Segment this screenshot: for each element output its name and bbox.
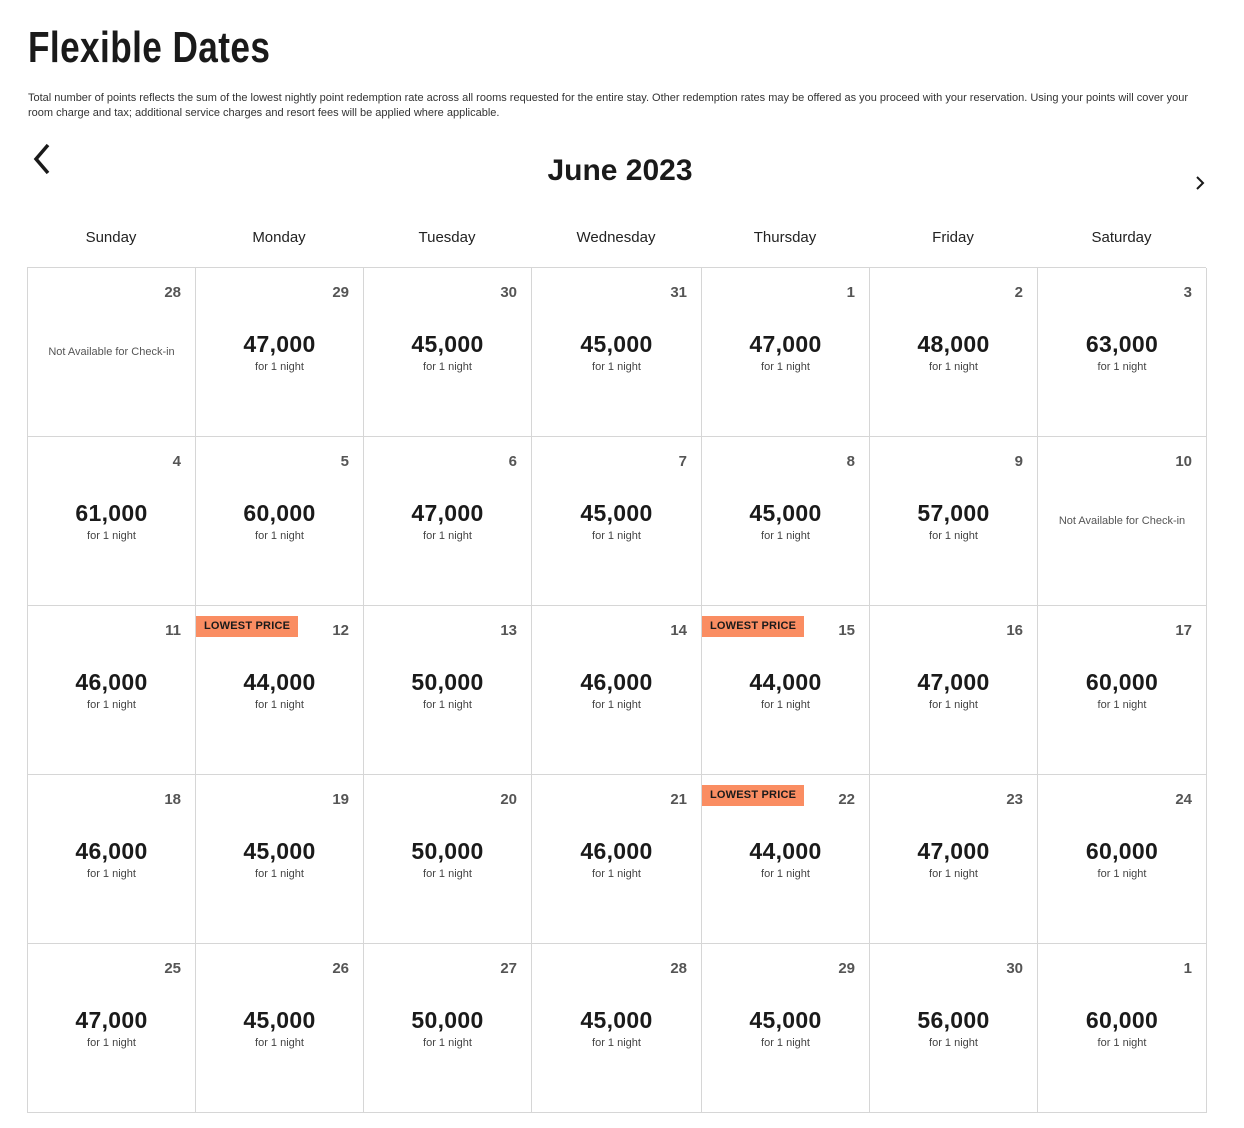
day-number: 13 (500, 622, 517, 639)
next-month-button[interactable] (1190, 172, 1210, 194)
weekday-sunday: Sunday (85, 229, 137, 246)
calendar-day-cell[interactable] (1038, 944, 1207, 1113)
nights-label: for 1 night (929, 699, 978, 711)
nights-label: for 1 night (592, 361, 641, 373)
previous-month-button[interactable] (26, 140, 58, 178)
calendar-day-cell[interactable] (28, 437, 196, 606)
nights-label: for 1 night (423, 868, 472, 880)
points-price: 45,000 (243, 838, 316, 864)
chevron-left-icon (31, 142, 53, 176)
page-title: Flexible Dates (28, 23, 271, 72)
calendar-day-cell[interactable] (196, 268, 364, 437)
points-price: 48,000 (917, 331, 990, 357)
nights-label: for 1 night (1097, 699, 1147, 711)
day-number: 5 (340, 453, 349, 470)
calendar-day-cell[interactable] (870, 437, 1038, 606)
nights-label: for 1 night (1097, 868, 1147, 880)
points-price: 45,000 (411, 331, 484, 357)
nights-label: for 1 night (87, 530, 136, 542)
day-number: 2 (1014, 284, 1023, 301)
points-price: 61,000 (75, 500, 148, 526)
day-number: 17 (1175, 622, 1192, 639)
day-number: 28 (670, 960, 687, 977)
nights-label: for 1 night (929, 361, 978, 373)
nights-label: for 1 night (423, 1037, 472, 1049)
calendar-day-cell[interactable] (364, 606, 532, 775)
nights-label: for 1 night (761, 530, 810, 542)
day-number: 30 (1006, 960, 1023, 977)
calendar-day-cell[interactable] (702, 606, 870, 775)
points-price: 50,000 (411, 1007, 484, 1033)
points-price: 44,000 (749, 669, 822, 695)
day-number: 26 (332, 960, 349, 977)
day-number: 24 (1175, 791, 1192, 808)
day-number: 23 (1006, 791, 1023, 808)
calendar-day-cell[interactable] (870, 775, 1038, 944)
points-price: 44,000 (243, 669, 316, 695)
nights-label: for 1 night (929, 530, 978, 542)
nights-label: for 1 night (255, 699, 304, 711)
points-price: 46,000 (580, 669, 653, 695)
calendar-day-cell[interactable] (1038, 775, 1207, 944)
calendar-day-cell[interactable] (532, 606, 702, 775)
points-price: 46,000 (580, 838, 653, 864)
points-price: 46,000 (75, 838, 148, 864)
day-number: 29 (838, 960, 855, 977)
day-number: 21 (670, 791, 687, 808)
points-price: 50,000 (411, 838, 484, 864)
calendar-day-cell[interactable] (28, 944, 196, 1113)
calendar-day-cell[interactable] (28, 775, 196, 944)
day-number: 18 (164, 791, 181, 808)
nights-label: for 1 night (929, 1037, 978, 1049)
nights-label: for 1 night (761, 699, 810, 711)
day-number: 29 (332, 284, 349, 301)
calendar-day-cell[interactable] (364, 944, 532, 1113)
day-number: 27 (500, 960, 517, 977)
nights-label: for 1 night (423, 361, 472, 373)
calendar-day-cell[interactable] (870, 944, 1038, 1113)
weekday-saturday: Saturday (1091, 229, 1152, 246)
day-number: 11 (165, 622, 181, 639)
calendar-grid (27, 267, 1206, 1113)
calendar-day-cell[interactable] (532, 775, 702, 944)
calendar-day-cell[interactable] (702, 775, 870, 944)
calendar-day-cell[interactable] (532, 268, 702, 437)
day-number: 28 (164, 284, 181, 301)
calendar-day-cell (1038, 437, 1207, 606)
points-price: 50,000 (411, 669, 484, 695)
points-disclaimer: Total number of points reflects the sum of the lowest nightly point redemption rate across all rooms requested for the entire stay. Other redemption rates may be offered as you proceed with your reservation. Using your points will cover your room charge and tax; additional service charges and resort fees will be applied where applicable. (28, 92, 1189, 119)
points-price: 45,000 (749, 500, 822, 526)
points-price: 47,000 (749, 331, 822, 357)
points-price: 56,000 (917, 1007, 990, 1033)
lowest-price-badge: LOWEST PRICE (702, 616, 804, 637)
nights-label: for 1 night (87, 868, 136, 880)
calendar-day-cell[interactable] (364, 775, 532, 944)
calendar-day-cell[interactable] (702, 437, 870, 606)
points-price: 45,000 (243, 1007, 316, 1033)
nights-label: for 1 night (592, 1037, 641, 1049)
calendar-day-cell[interactable] (702, 268, 870, 437)
points-price: 47,000 (243, 331, 316, 357)
points-price: 47,000 (411, 500, 484, 526)
weekday-wednesday: Wednesday (576, 229, 656, 246)
day-number: 14 (670, 622, 687, 639)
points-price: 44,000 (749, 838, 822, 864)
points-price: 45,000 (749, 1007, 822, 1033)
calendar-day-cell[interactable] (364, 437, 532, 606)
points-price: 45,000 (580, 1007, 653, 1033)
calendar-day-cell[interactable] (1038, 606, 1207, 775)
weekday-thursday: Thursday (753, 229, 817, 246)
nights-label: for 1 night (1097, 1037, 1147, 1049)
weekday-header-row (27, 226, 1206, 254)
calendar-day-cell[interactable] (196, 606, 364, 775)
day-number: 10 (1175, 453, 1192, 470)
day-number: 8 (846, 453, 855, 470)
day-number: 31 (670, 284, 687, 301)
day-number: 1 (846, 284, 855, 301)
day-number: 1 (1183, 960, 1192, 977)
points-price: 47,000 (917, 838, 990, 864)
points-price: 45,000 (580, 331, 653, 357)
unavailable-note: Not Available for Check-in (48, 346, 175, 358)
points-price: 45,000 (580, 500, 653, 526)
day-number: 25 (164, 960, 181, 977)
nights-label: for 1 night (255, 1037, 304, 1049)
nights-label: for 1 night (592, 699, 641, 711)
day-number: 9 (1014, 453, 1023, 470)
day-number: 22 (838, 791, 855, 808)
chevron-right-icon (1195, 175, 1205, 191)
points-price: 60,000 (1085, 838, 1159, 864)
points-price: 63,000 (1085, 331, 1159, 357)
points-price: 47,000 (917, 669, 990, 695)
nights-label: for 1 night (592, 530, 641, 542)
calendar-day-cell[interactable] (28, 606, 196, 775)
calendar-day-cell[interactable] (196, 944, 364, 1113)
calendar-day-cell[interactable] (702, 944, 870, 1113)
calendar-day-cell[interactable] (532, 437, 702, 606)
day-number: 4 (172, 453, 181, 470)
points-price: 60,000 (243, 500, 316, 526)
nights-label: for 1 night (761, 868, 810, 880)
calendar-day-cell[interactable] (870, 268, 1038, 437)
points-price: 46,000 (75, 669, 148, 695)
nights-label: for 1 night (929, 868, 978, 880)
nights-label: for 1 night (761, 1037, 810, 1049)
day-number: 19 (332, 791, 349, 808)
nights-label: for 1 night (255, 530, 304, 542)
lowest-price-badge: LOWEST PRICE (196, 616, 298, 637)
calendar-day-cell[interactable] (870, 606, 1038, 775)
day-number: 16 (1006, 622, 1023, 639)
calendar-day-cell[interactable] (196, 437, 364, 606)
day-number: 20 (500, 791, 517, 808)
points-price: 60,000 (1085, 669, 1159, 695)
day-number: 6 (508, 453, 517, 470)
day-number: 3 (1183, 284, 1192, 301)
points-price: 57,000 (917, 500, 990, 526)
nights-label: for 1 night (423, 530, 472, 542)
calendar-day-cell[interactable] (364, 268, 532, 437)
day-number: 7 (678, 453, 687, 470)
weekday-friday: Friday (932, 229, 974, 246)
nights-label: for 1 night (423, 699, 472, 711)
nights-label: for 1 night (255, 868, 304, 880)
lowest-price-badge: LOWEST PRICE (702, 785, 804, 806)
weekday-tuesday: Tuesday (418, 229, 476, 246)
nights-label: for 1 night (255, 361, 304, 373)
weekday-monday: Monday (252, 229, 306, 246)
day-number: 30 (500, 284, 517, 301)
nights-label: for 1 night (87, 699, 136, 711)
month-title: June 2023 (547, 154, 693, 187)
nights-label: for 1 night (1097, 361, 1147, 373)
points-price: 60,000 (1085, 1007, 1159, 1033)
nights-label: for 1 night (592, 868, 641, 880)
calendar-day-cell (28, 268, 196, 437)
day-number: 12 (332, 622, 349, 639)
unavailable-note: Not Available for Check-in (1058, 515, 1186, 527)
nights-label: for 1 night (761, 361, 810, 373)
calendar-day-cell[interactable] (1038, 268, 1207, 437)
nights-label: for 1 night (87, 1037, 136, 1049)
day-number: 15 (838, 622, 855, 639)
calendar-day-cell[interactable] (196, 775, 364, 944)
calendar-day-cell[interactable] (532, 944, 702, 1113)
points-price: 47,000 (75, 1007, 148, 1033)
